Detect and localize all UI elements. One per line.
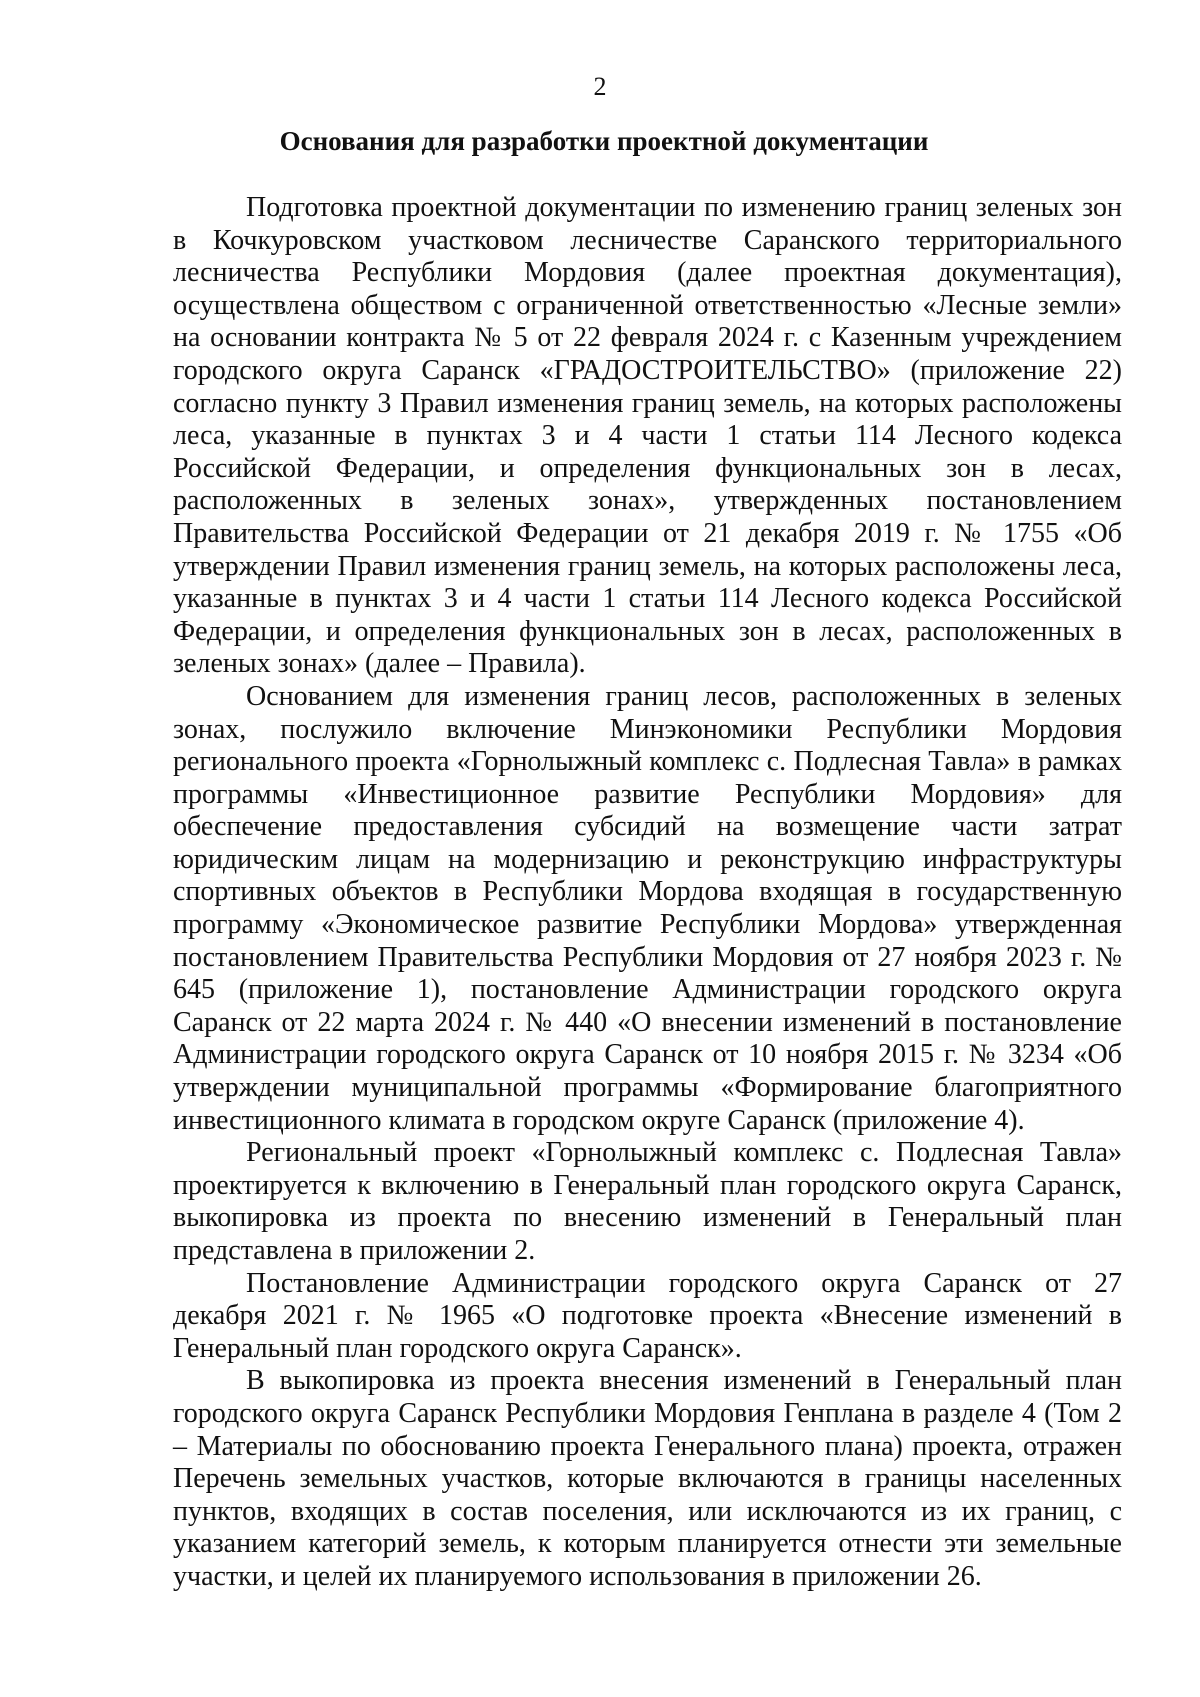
paragraph: Региональный проект «Горнолыжный комплекс с. Подлесная Тавла» проектируется к включению в Генеральный план городского округа Саранск, выкопировка из проекта по внесению изменений в Генеральный план представлена в приложении 2. — [173, 1137, 1122, 1266]
paragraph: В выкопировка из проекта внесения изменений в Генеральный план городского округа Саранск Республики Мордовия Генплана в разделе 4 (Том 2 – Материалы по обоснованию проекта Генерального плана) проекта, отражен Перечень земельных участков, которые включаются в границы населенных пунктов, входящих в состав поселения, или исключаются из их границ, с указанием категорий земель, к которым планируется отнести эти земельные участки, и целей их планируемого использования в приложении 26. — [173, 1365, 1122, 1592]
paragraph: Основанием для изменения границ лесов, расположенных в зеленых зонах, послужило включение Минэкономики Республики Мордовия регионального проекта «Горнолыжный комплекс с. Подлесная Тавла» в рамках программы «Инвестиционное развитие Республики Мордовия» для обеспечение предоставления субсидий на возмещение части затрат юридическим лицам на модернизацию и реконструкцию инфраструктуры спортивных объектов в Республики Мордова входящая в государственную программу «Экономическое развитие Республики Мордова» утвержденная постановлением Правительства Республики Мордовия от 27 ноября 2023 г. № 645 (приложение 1), постановление Администрации городского округа Саранск от 22 марта 2024 г. № 440 «О внесении изменений в постановление Администрации городского округа Саранск от 10 ноября 2015 г. № 3234 «Об утверждении муниципальной программы «Формирование благоприятного инвестиционного климата в городском округе Саранск (приложение 4). — [173, 680, 1122, 1136]
page-number: 2 — [593, 72, 607, 101]
page-title: Основания для разработки проектной документации — [279, 126, 929, 156]
paragraph: Подготовка проектной документации по изменению границ зеленых зон в Кочкуровском участковом лесничестве Саранского территориального лесничества Республики Мордовия (далее проектная документация), осуществлена обществом с ограниченной ответственностью «Лесные земли» на основании контракта № 5 от 22 февраля 2024 г. с Казенным учреждением городского округа Саранск «ГРАДОСТРОИТЕЛЬСТВО» (приложение 22) согласно пункту 3 Правил изменения границ земель, на которых расположены леса, указанные в пунктах 3 и 4 части 1 статьи 114 Лесного кодекса Российской Федерации, и определения функциональных зон в лесах, расположенных в зеленых зонах», утвержденных постановлением Правительства Российской Федерации от 21 декабря 2019 г. № 1755 «Об утверждении Правил изменения границ земель, на которых расположены леса, указанные в пунктах 3 и 4 части 1 статьи 114 Лесного кодекса Российской Федерации, и определения функциональных зон в лесах, расположенных в зеленых зонах» (далее – Правила). — [173, 192, 1122, 680]
document-body — [173, 192, 1122, 1594]
paragraph: Постановление Администрации городского округа Саранск от 27 декабря 2021 г. № 1965 «О подготовке проекта «Внесение изменений в Генеральный план городского округа Саранск». — [173, 1267, 1122, 1364]
